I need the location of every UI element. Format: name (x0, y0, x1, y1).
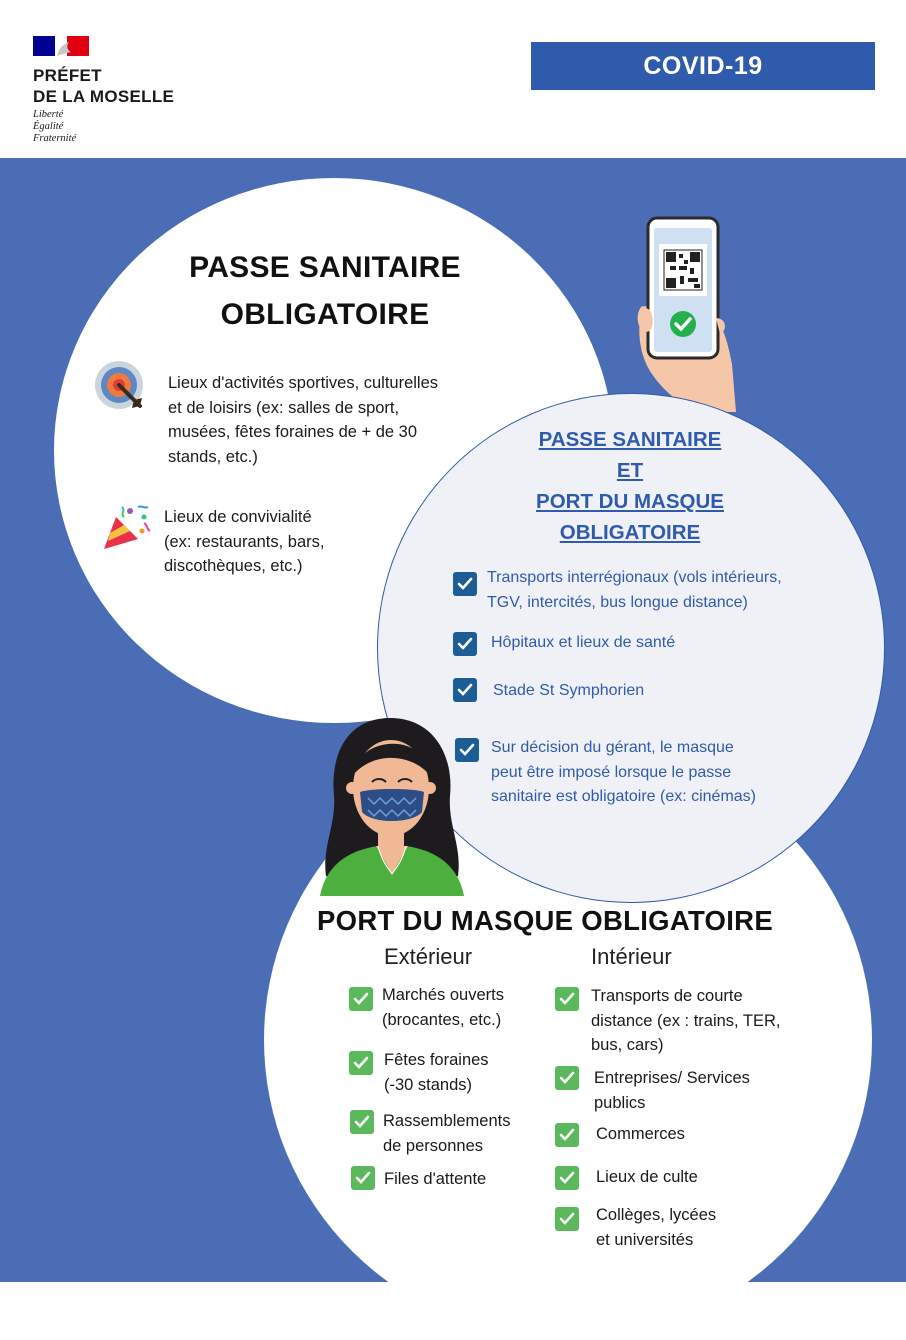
exterieur-label: Extérieur (384, 944, 473, 969)
devise: Liberté Égalité Fraternité (33, 109, 77, 144)
interieur-label: Intérieur (591, 944, 672, 969)
party-popper-icon (100, 503, 152, 553)
masked-woman-illustration (316, 716, 468, 896)
check-icon (349, 1051, 373, 1075)
int-item-commerces: Commerces (596, 1125, 685, 1143)
passe-title: PASSE SANITAIRE OBLIGATOIRE (189, 251, 461, 331)
header (0, 0, 906, 158)
int-item-culte: Lieux de culte (596, 1168, 698, 1186)
check-icon (453, 678, 477, 702)
ext-item-marches: Marchés ouverts (brocantes, etc.) (382, 986, 504, 1029)
target-icon (94, 360, 146, 412)
passe-et-masque-title: PASSE SANITAIRE ET PORT DU MASQUE OBLIGATOIRE (536, 428, 724, 544)
int-item-entreprises: Entreprises/ Services publics (594, 1069, 750, 1112)
covid-banner: COVID-19 (531, 42, 875, 90)
int-item-colleges: Collèges, lycées et universités (596, 1206, 717, 1249)
masque-title: PORT DU MASQUE OBLIGATOIRE (317, 905, 773, 936)
check-icon (350, 1110, 374, 1134)
check-icon (555, 1066, 579, 1090)
phone-qr-icon (632, 214, 736, 412)
prefet-title: PRÉFET DE LA MOSELLE (33, 66, 175, 106)
check-icon (453, 632, 477, 656)
both-item-gerant: Sur décision du gérant, le masque peut être imposé lorsque le passe sanitaire est obligatoire (ex: cinémas) (491, 739, 757, 805)
check-icon (555, 1166, 579, 1190)
both-item-hopitaux: Hôpitaux et lieux de santé (491, 634, 676, 651)
marianne-logo (33, 36, 89, 56)
check-icon (349, 987, 373, 1011)
check-icon (351, 1166, 375, 1190)
check-icon (555, 987, 579, 1011)
ext-item-rassemblements: Rassemblements de personnes (383, 1112, 511, 1155)
both-item-transports: Transports interrégionaux (vols intérieurs, TGV, intercités, bus longue distance) (487, 569, 782, 611)
passe-item-convivialite: Lieux de convivialité (ex: restaurants, bars, discothèques, etc.) (164, 508, 325, 575)
int-item-transports: Transports de courte distance (ex : trains, TER, bus, cars) (591, 987, 781, 1054)
ext-item-fetes: Fêtes foraines (-30 stands) (384, 1051, 489, 1094)
check-icon (555, 1123, 579, 1147)
check-icon (555, 1207, 579, 1231)
check-icon (453, 572, 477, 596)
both-item-stade: Stade St Symphorien (493, 682, 645, 699)
ext-item-files: Files d'attente (384, 1170, 487, 1188)
passe-item-sport: Lieux d'activités sportives, culturelles et de loisirs (ex: salles de sport, musées, fêtes foraines de + de 30 stands, etc.) (168, 374, 439, 466)
